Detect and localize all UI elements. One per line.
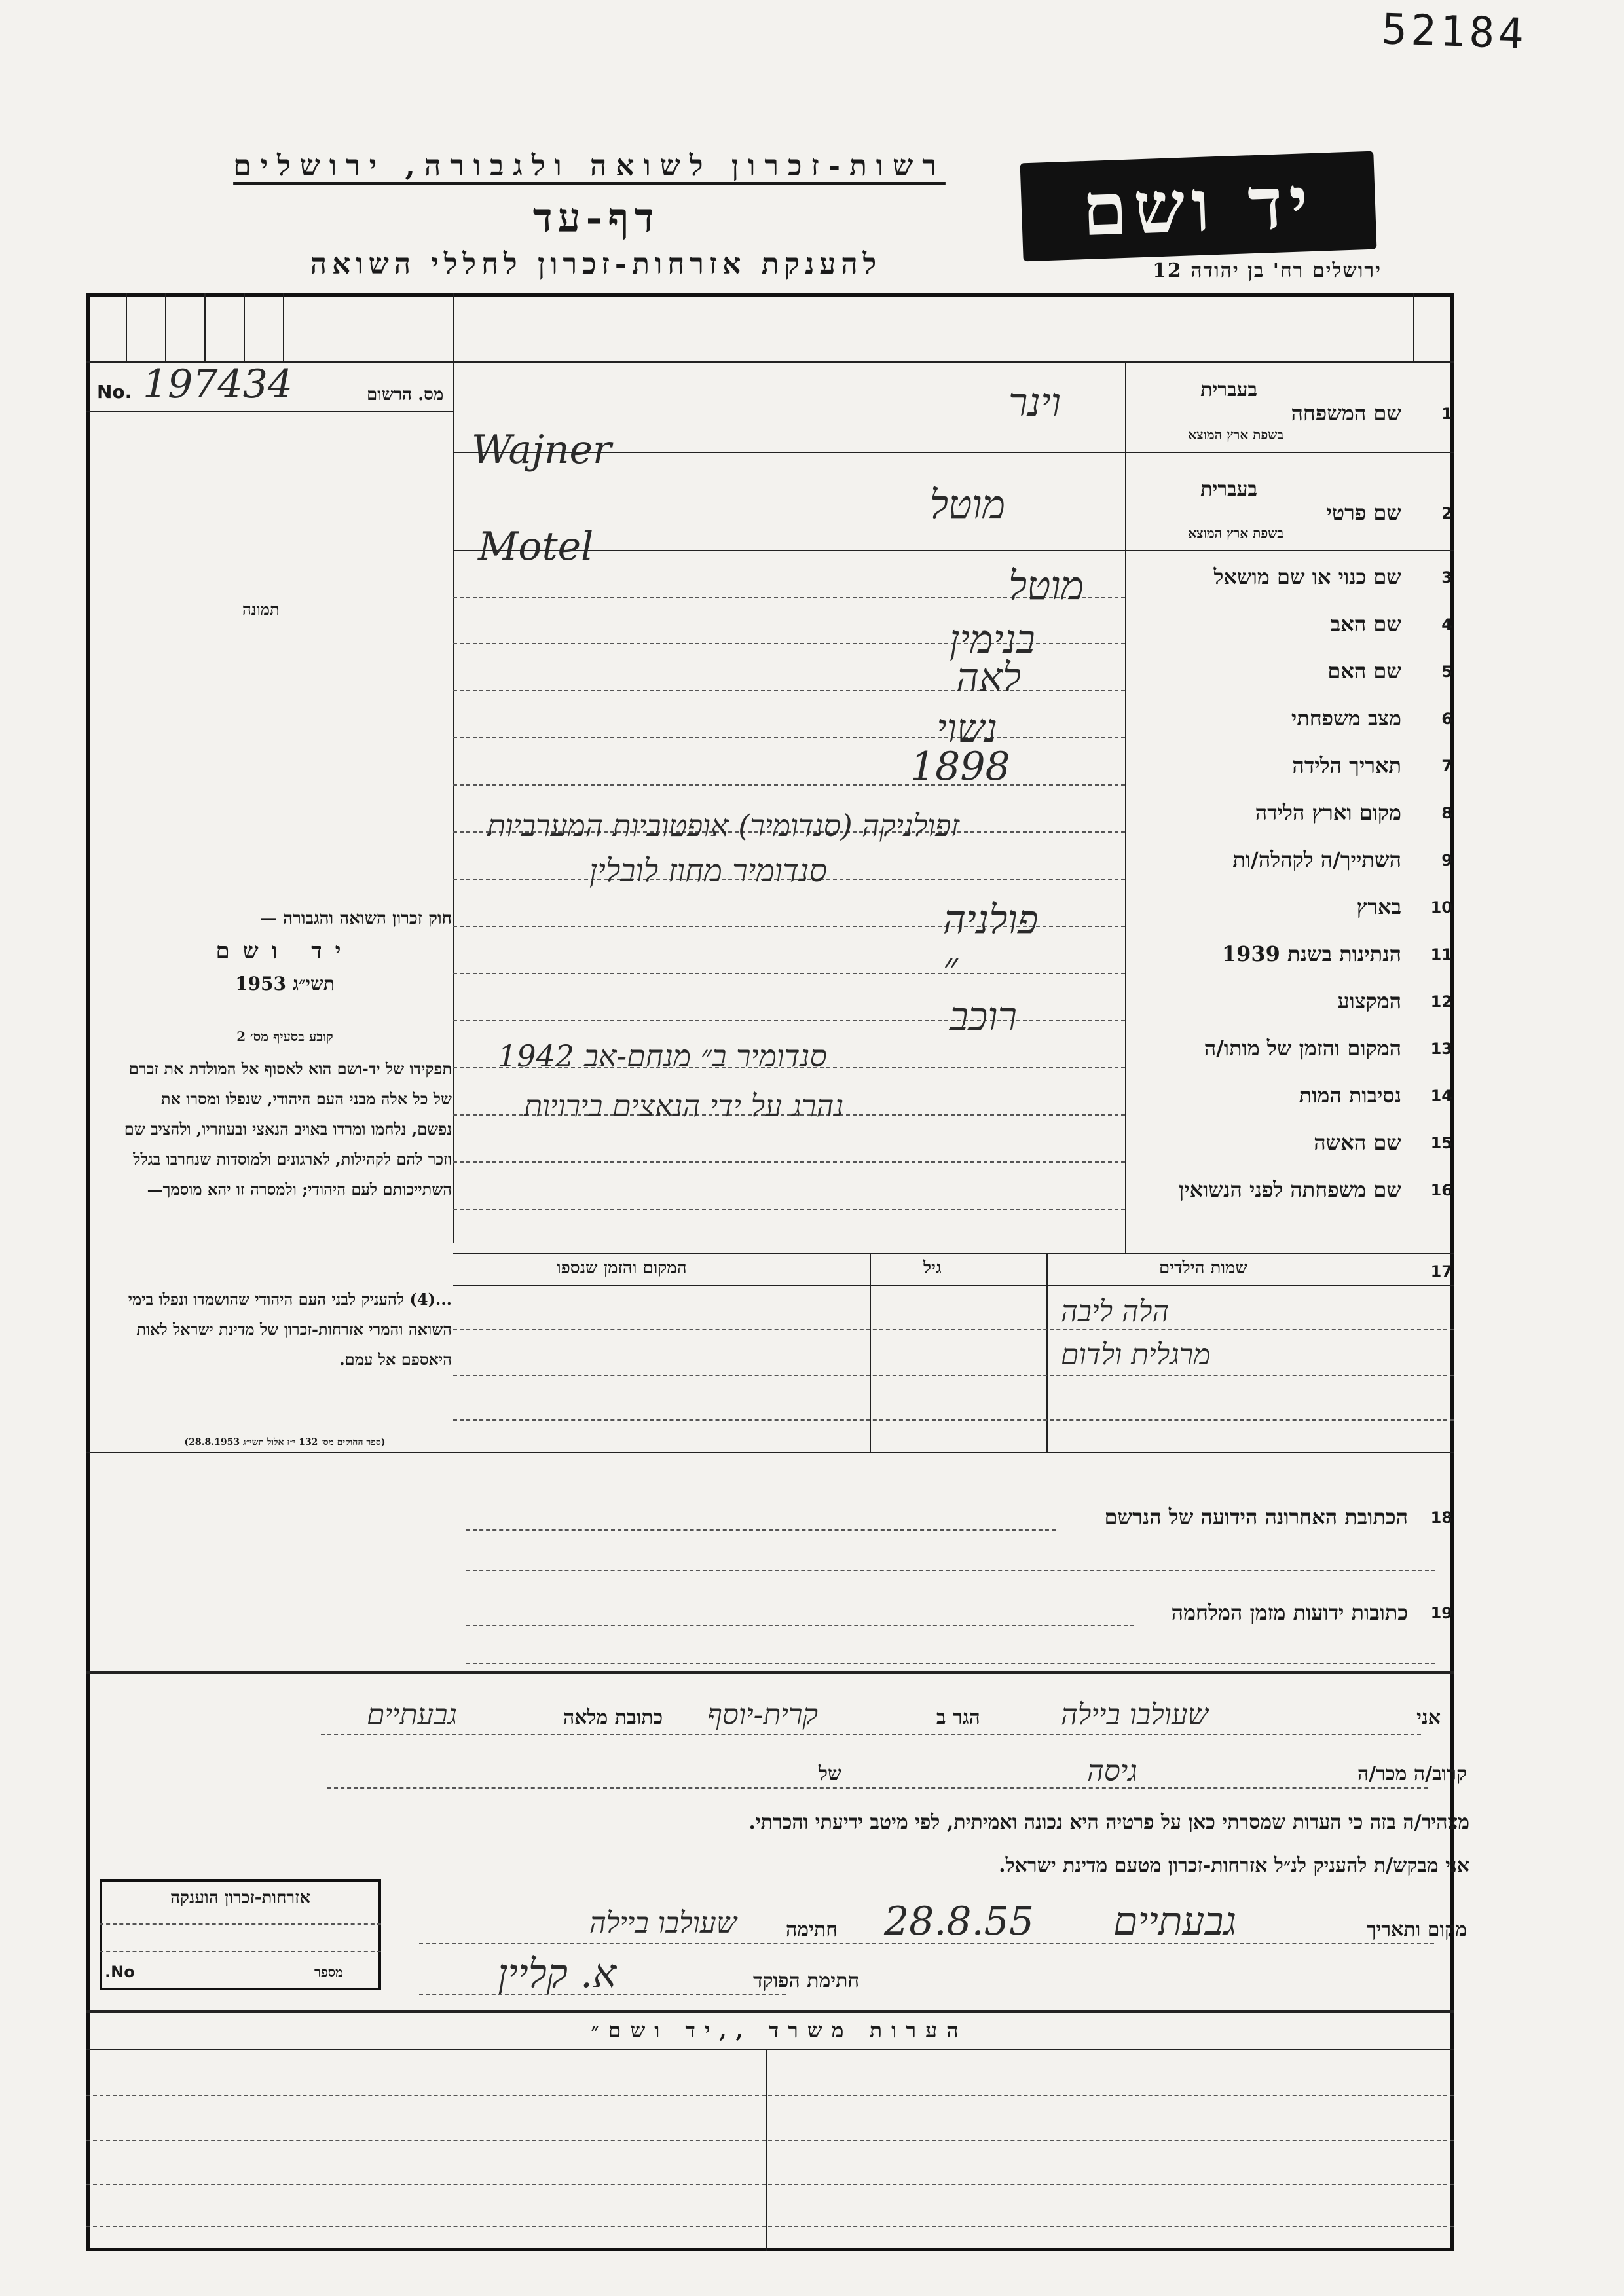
address-line (466, 1625, 1134, 1626)
decl-address-label: כתובת מלאה (563, 1706, 663, 1729)
decl-place-date-label: מקום ותאריך (1366, 1918, 1467, 1941)
decl-name-value: שעולבו ביילה (1061, 1698, 1208, 1732)
value-firstname-origin: Motel (478, 524, 594, 570)
address-line (466, 1529, 1056, 1531)
decl-signature-value: שעולבו ביילה (589, 1906, 737, 1940)
children-col-divider (1046, 1253, 1048, 1452)
row-line (453, 1161, 1125, 1163)
value-marital-status: נשוי (936, 706, 998, 752)
row-line (453, 550, 1454, 551)
form-subtitle: להענקת אזרחות-זכרון לחללי השואה (310, 247, 882, 281)
field-num-17: 17 (1430, 1262, 1452, 1281)
field-num-7: 7 (1441, 757, 1452, 775)
field-num-1: 1 (1441, 405, 1452, 423)
field-label-2: שם פרטי (1326, 500, 1401, 525)
office-notes-top-line (86, 2010, 1454, 2013)
children-col-names: שמות הילדים (1159, 1258, 1247, 1278)
value-profession: רוכב (950, 994, 1018, 1040)
hebrew-label-2: בעברית (1200, 478, 1257, 501)
office-notes-line (86, 2184, 1454, 2185)
decl-line-1 (321, 1734, 1421, 1735)
row-line (453, 1253, 1454, 1254)
children-row-line (453, 1419, 1454, 1421)
field-label-10: בארץ (1356, 894, 1401, 919)
field-num-16: 16 (1430, 1181, 1452, 1199)
origin-label-1: בשפת ארץ המוצא (1188, 427, 1283, 443)
field-num-15: 15 (1430, 1134, 1452, 1152)
registration-divider (86, 411, 454, 412)
decl-officer-label: חתימת הפוקד (753, 1969, 860, 1992)
office-notes-line (86, 2095, 1454, 2096)
field-label-9: השתייך/ה לקהלה/ות (1232, 847, 1401, 872)
office-notes-title: הערות משרד ,,יד ושם״ (591, 2018, 968, 2043)
registration-no-label: No. (97, 381, 132, 403)
decl-shel: של (819, 1762, 842, 1785)
logo-address: ירושלים רח' בן יהודה 12 (1153, 259, 1382, 282)
field-num-8: 8 (1441, 804, 1452, 822)
declaration-top-line (86, 1671, 1454, 1674)
value-birthplace: זפולניקה (סנדומיר) אופטוביות המערביות (487, 808, 960, 843)
decl-relation-value: גיסה (1087, 1755, 1137, 1788)
form-title: דף-עד (532, 194, 659, 242)
child-row-2: מרגלית ולדום (1061, 1338, 1211, 1372)
decl-line-3 (419, 1943, 1434, 1944)
field-label-3: שם כנוי או שם מושאל (1213, 564, 1401, 589)
value-mother-name: לאה (956, 655, 1022, 701)
value-father-name: בנימין (950, 617, 1035, 663)
value-death-circumstances: נהרג על ידי הנאצים בירויות (524, 1088, 844, 1123)
children-col-place: המקום והזמן שנספו (557, 1258, 687, 1278)
value-death-place-time: סנדומיר ב״ מנחם-אב 1942 (498, 1038, 827, 1074)
value-country: פולניה (943, 897, 1039, 943)
field-num-14: 14 (1430, 1087, 1452, 1105)
field-num-2: 2 (1441, 504, 1452, 522)
field-num-9: 9 (1441, 851, 1452, 869)
law-source: (ספר החוקים מס׳ 132 י״ז אלול תשי״ג 28.8.1953) (184, 1437, 386, 1448)
address-line (466, 1663, 1435, 1664)
decl-date-value: 28.8.55 (884, 1899, 1035, 1944)
origin-label-2: בשפת ארץ המוצא (1188, 525, 1283, 541)
stamp-box-line (100, 1923, 381, 1925)
logo-text: יד ושם (1080, 159, 1316, 253)
strip-cell-3 (204, 293, 206, 361)
children-row-line (453, 1375, 1454, 1376)
office-notes-header-line (86, 2049, 1454, 2050)
field-label-11: הנתינות בשנת 1939 (1221, 941, 1401, 966)
row-line (453, 1020, 1125, 1021)
decl-ani: אני (1416, 1706, 1441, 1729)
decl-officer-value: א. קליין (498, 1951, 617, 1997)
office-notes-line (86, 2226, 1454, 2227)
field-num-5: 5 (1441, 663, 1452, 681)
strip-cell-6 (1413, 293, 1414, 361)
field-label-4: שם האב (1330, 611, 1401, 636)
row-line (453, 690, 1125, 691)
field-label-12: המקצוע (1337, 989, 1401, 1013)
strip-cell-5 (283, 293, 284, 361)
field-num-4: 4 (1441, 615, 1452, 634)
value-citizenship-1939: ״ (943, 944, 958, 990)
registration-label: מס. הרשום (367, 385, 444, 405)
field-label-16: שם משפחתה לפני הנשואין (1179, 1177, 1401, 1202)
value-birth-date: 1898 (910, 744, 1010, 790)
row-line (453, 1209, 1125, 1210)
decl-living-value: קרית-יוסף (707, 1698, 819, 1732)
left-column-divider (453, 293, 454, 1243)
law-title: חוק זכרון השואה והגבורה — (260, 909, 452, 928)
children-header-line (453, 1285, 1454, 1286)
stamp-box-number-label: מספר (314, 1964, 343, 1980)
office-notes-line (86, 2140, 1454, 2141)
label-column-divider (1125, 361, 1126, 1253)
value-firstname-hebrew: מוטל (930, 482, 1006, 528)
field-label-18: הכתובת האחרונה הידועה של הנרשם (1104, 1504, 1408, 1529)
row-line (453, 784, 1125, 786)
field-num-12: 12 (1430, 993, 1452, 1011)
children-bottom-line (86, 1452, 1454, 1453)
stamp-box-no: No. (105, 1963, 135, 1981)
decl-place-value: גבעתיים (1113, 1899, 1237, 1944)
row-line (453, 737, 1125, 738)
decl-signature-label: חתימה (786, 1918, 838, 1941)
value-surname-origin: Wajner (471, 427, 612, 473)
children-row-line (453, 1329, 1454, 1330)
decl-address-value: גבעתיים (367, 1698, 457, 1732)
law-subtitle: יד ושם (215, 938, 354, 964)
field-label-6: מצב משפחתי (1291, 706, 1401, 731)
address-line (466, 1570, 1435, 1571)
child-row-1: הלה ליבה (1061, 1295, 1170, 1328)
field-label-1: שם המשפחה (1291, 401, 1401, 426)
decl-line-2 (327, 1787, 1428, 1789)
field-label-5: שם האם (1327, 659, 1401, 683)
value-nickname: מוטל (1008, 563, 1084, 609)
field-label-14: נסיבות המות (1299, 1083, 1401, 1108)
stamp-box-line (100, 1951, 381, 1952)
strip-cell-2 (165, 293, 166, 361)
strip-cell-4 (244, 293, 245, 361)
value-community: סנדומיר מחוז לובלין (589, 852, 827, 889)
decl-statement: מצהיר/ה בזה כי העדות שמסרתי כאן על פרטיה היא נכונה ואמיתית, לפי מיטב ידיעתי והכרתי. (748, 1811, 1469, 1834)
yad-vashem-logo (1020, 151, 1377, 262)
children-col-age: גיל (923, 1258, 942, 1278)
strip-cell-1 (126, 293, 127, 361)
row-line (453, 973, 1125, 974)
registration-no-value: 197434 (143, 361, 293, 407)
law-text-2: ...(4) להעניק לבני העם היהודי שהושמדו ונפלו בימי השואה והמרי אזרחות-זכרון של מדינת ישראל לאות היאספם אל עמם. (128, 1290, 452, 1369)
law-year: תשי״ג 1953 (235, 973, 335, 994)
photo-label: תמונה (242, 600, 280, 619)
field-label-8: מקום וארץ הלידה (1255, 800, 1401, 825)
field-label-7: תאריך הלידה (1292, 753, 1401, 778)
field-label-13: המקום והזמן של מותו/ה (1204, 1036, 1401, 1061)
decl-request: אני מבקש/ת להעניק לנ״ל אזרחות-זכרון מטעם מדינת ישראל. (999, 1854, 1469, 1877)
decl-relation-label: קרוב/ה מכר/ה (1357, 1762, 1467, 1785)
field-num-18: 18 (1430, 1508, 1452, 1527)
field-num-6: 6 (1441, 710, 1452, 728)
field-label-19: כתובות ידועות מזמן המלחמה (1171, 1600, 1408, 1625)
law-text: תפקידו של יד-ושם הוא לאסוף אל המולדת את זכרם של כל אלה מבני העם היהודי, שנפלו ומסרו את נפשם, נלחמו ומרדו באויב הנאצי ובעוזריו, ולהציב שם וזכר להם לקהילות, לארגונים ולמוסדות שנחרבו בגלל השתייכותם לעם היהודי; ולמסרה זו יהא מוסמך— (124, 1059, 452, 1199)
field-label-15: שם האשה (1314, 1130, 1401, 1155)
field-num-19: 19 (1430, 1604, 1452, 1622)
children-col-divider (870, 1253, 871, 1452)
law-clause: קובע בסעיף מס׳ 2 (236, 1029, 333, 1044)
value-surname-hebrew: וינר (1008, 380, 1061, 426)
field-num-10: 10 (1430, 898, 1452, 917)
hebrew-label-1: בעברית (1200, 378, 1257, 401)
office-notes-divider (766, 2049, 767, 2251)
field-num-11: 11 (1430, 945, 1452, 964)
field-num-3: 3 (1441, 568, 1452, 587)
decl-line-4 (419, 1994, 786, 1995)
decl-living-label: הגר ב (936, 1706, 980, 1729)
organization-name: רשות-זכרון לשואה ולגבורה, ירושלים (233, 149, 946, 183)
serial-number: 52184 (1380, 5, 1528, 59)
stamp-box-title: אזרחות-זכרון הוענקה (170, 1888, 311, 1908)
field-num-13: 13 (1430, 1040, 1452, 1058)
